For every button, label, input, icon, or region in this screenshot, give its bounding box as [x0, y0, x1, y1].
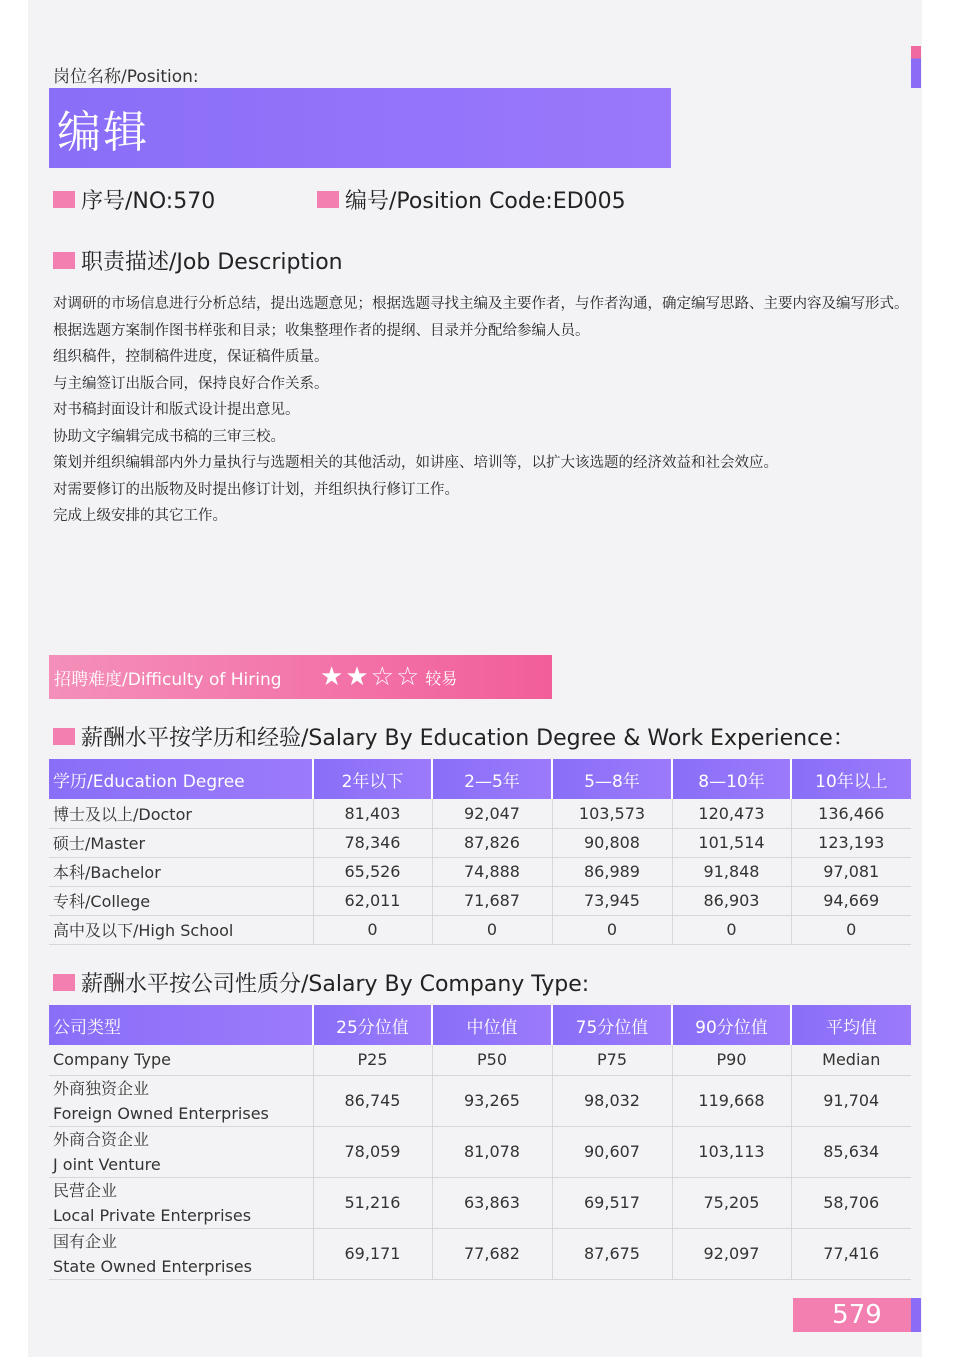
bullet-square-icon	[53, 728, 75, 745]
company-type-cell	[49, 1075, 313, 1126]
bullet-square-icon	[53, 974, 75, 991]
position-label: 岗位名称/Position:	[53, 67, 199, 87]
star-empty-icon: ☆	[370, 662, 394, 692]
column-header: 8—10年	[672, 759, 791, 799]
table-subheader-row	[49, 1045, 911, 1075]
corner-accent-bar	[911, 46, 921, 88]
column-header: 90分位值	[672, 1005, 791, 1045]
table-cell: 77,416	[791, 1228, 911, 1279]
table-cell: P50	[432, 1045, 552, 1075]
table-cell: 103,573	[552, 799, 672, 828]
job-description-body	[53, 291, 918, 530]
table-header-row	[49, 1005, 911, 1045]
company-type-cn: 外商独资企业	[53, 1078, 150, 1098]
table-cell: 120,473	[672, 799, 791, 828]
description-line: 协助文字编辑完成书稿的三审三校。	[53, 428, 285, 445]
page-number: 579	[793, 1298, 921, 1332]
table-cell: 74,888	[432, 857, 552, 886]
difficulty-label: 招聘难度/Difficulty of Hiring	[54, 669, 282, 690]
table-cell: 136,466	[791, 799, 911, 828]
table-cell: 71,687	[432, 886, 552, 915]
company-type-cn: 民营企业	[53, 1180, 118, 1200]
table-cell: 90,607	[552, 1126, 672, 1177]
bullet-square-icon	[53, 252, 75, 269]
table-cell: 专科/College	[49, 886, 313, 915]
star-empty-icon: ☆	[395, 662, 420, 692]
company-type-en: State Owned Enterprises	[53, 1256, 252, 1276]
table-cell: 103,113	[672, 1126, 791, 1177]
table-cell: 硕士/Master	[49, 828, 313, 857]
table-row	[49, 1228, 911, 1279]
table-cell: 69,171	[313, 1228, 432, 1279]
table-row	[49, 886, 911, 915]
table-cell: 0	[313, 915, 432, 944]
table-cell: 77,682	[432, 1228, 552, 1279]
table-cell: 0	[432, 915, 552, 944]
table-cell: P75	[552, 1045, 672, 1075]
company-type-en: Foreign Owned Enterprises	[53, 1103, 269, 1123]
company-type-en: Local Private Enterprises	[53, 1205, 252, 1225]
table-cell: 73,945	[552, 886, 672, 915]
table-cell: P90	[672, 1045, 791, 1075]
column-header: 平均值	[791, 1005, 911, 1045]
table-cell: 92,047	[432, 799, 552, 828]
table-cell: 86,745	[313, 1075, 432, 1126]
company-type-cell	[49, 1177, 313, 1228]
table-cell: 高中及以下/High School	[49, 915, 313, 944]
table-header-row	[49, 759, 911, 799]
table-cell: 87,826	[432, 828, 552, 857]
table-cell: 75,205	[672, 1177, 791, 1228]
table-row	[49, 915, 911, 944]
table-cell: 90,808	[552, 828, 672, 857]
description-line: 对书稿封面设计和版式设计提出意见。	[53, 402, 300, 418]
position-code: 编号/Position Code:ED005	[317, 184, 626, 215]
table-cell: 93,265	[432, 1075, 552, 1126]
table-cell: 91,704	[791, 1075, 911, 1126]
table-cell: 63,863	[432, 1177, 552, 1228]
company-type-cell	[49, 1228, 313, 1279]
table-cell: 78,346	[313, 828, 432, 857]
table-cell: 86,903	[672, 886, 791, 915]
table-cell: 92,097	[672, 1228, 791, 1279]
table-cell: 51,216	[313, 1177, 432, 1228]
salary-education-heading: 薪酬水平按学历和经验/Salary By Education Degree & Work Experience：	[53, 721, 855, 752]
star-filled-icon: ★	[345, 662, 369, 692]
column-header: 25分位值	[313, 1005, 432, 1045]
serial-number: 序号/NO:570	[53, 184, 215, 215]
description-line: 与主编签订出版合同，保持良好合作关系。	[53, 375, 329, 392]
table-cell: 119,668	[672, 1075, 791, 1126]
table-cell: 86,989	[552, 857, 672, 886]
table-cell: 0	[672, 915, 791, 944]
column-header: 75分位值	[552, 1005, 672, 1045]
job-description-heading: 职责描述/Job Description	[53, 245, 343, 276]
column-header: 5—8年	[552, 759, 672, 799]
column-header: 中位值	[432, 1005, 552, 1045]
table-row	[49, 828, 911, 857]
star-filled-icon: ★	[320, 662, 344, 692]
table-cell: 85,634	[791, 1126, 911, 1177]
table-row	[49, 857, 911, 886]
table-cell: Median	[791, 1045, 911, 1075]
difficulty-stars	[320, 664, 421, 690]
salary-education-table	[49, 759, 911, 945]
company-type-cn: 外商合资企业	[53, 1129, 150, 1149]
table-cell: 博士及以上/Doctor	[49, 799, 313, 828]
table-cell: 101,514	[672, 828, 791, 857]
title-banner	[49, 88, 671, 168]
table-cell: 91,848	[672, 857, 791, 886]
company-type-en: J oint Venture	[53, 1154, 161, 1174]
company-type-cn: 国有企业	[53, 1231, 118, 1251]
bullet-square-icon	[317, 191, 339, 208]
salary-company-heading: 薪酬水平按公司性质分/Salary By Company Type:	[53, 967, 589, 998]
table-row	[49, 1177, 911, 1228]
page-number-accent	[911, 1298, 921, 1332]
salary-company-table	[49, 1005, 911, 1280]
column-header: 10年以上	[791, 759, 911, 799]
table-cell: 98,032	[552, 1075, 672, 1126]
bullet-square-icon	[53, 191, 75, 208]
table-cell: 65,526	[313, 857, 432, 886]
table-row	[49, 1075, 911, 1126]
table-cell: 78,059	[313, 1126, 432, 1177]
column-header: 学历/Education Degree	[49, 759, 313, 799]
table-cell: Company Type	[49, 1045, 313, 1075]
table-cell: 123,193	[791, 828, 911, 857]
table-cell: 58,706	[791, 1177, 911, 1228]
table-cell: 81,078	[432, 1126, 552, 1177]
table-row	[49, 1126, 911, 1177]
column-header: 2—5年	[432, 759, 552, 799]
difficulty-level: 较易	[425, 668, 458, 688]
hiring-difficulty-banner	[49, 655, 552, 699]
column-header: 2年以下	[313, 759, 432, 799]
table-cell: P25	[313, 1045, 432, 1075]
table-cell: 0	[552, 915, 672, 944]
description-line: 对调研的市场信息进行分析总结，提出选题意见；根据选题寻找主编及主要作者，与作者沟通，确定编写思路、主要内容及编写形式。	[53, 296, 909, 312]
table-cell: 81,403	[313, 799, 432, 828]
description-line: 对需要修订的出版物及时提出修订计划，并组织执行修订工作。	[53, 481, 459, 498]
column-header: 公司类型	[49, 1005, 313, 1045]
position-title: 编辑	[57, 107, 149, 158]
table-cell: 87,675	[552, 1228, 672, 1279]
table-cell: 69,517	[552, 1177, 672, 1228]
description-line: 组织稿件，控制稿件进度，保证稿件质量。	[53, 349, 329, 365]
table-cell: 0	[791, 915, 911, 944]
description-line: 完成上级安排的其它工作。	[53, 508, 227, 524]
table-cell: 97,081	[791, 857, 911, 886]
table-cell: 本科/Bachelor	[49, 857, 313, 886]
company-type-cell	[49, 1126, 313, 1177]
table-cell: 94,669	[791, 886, 911, 915]
table-row	[49, 799, 911, 828]
description-line: 策划并组织编辑部内外力量执行与选题相关的其他活动，如讲座、培训等，以扩大该选题的经济效益和社会效应。	[53, 455, 778, 471]
description-line: 根据选题方案制作图书样张和目录；收集整理作者的提纲、目录并分配给参编人员。	[53, 322, 590, 339]
table-cell: 62,011	[313, 886, 432, 915]
